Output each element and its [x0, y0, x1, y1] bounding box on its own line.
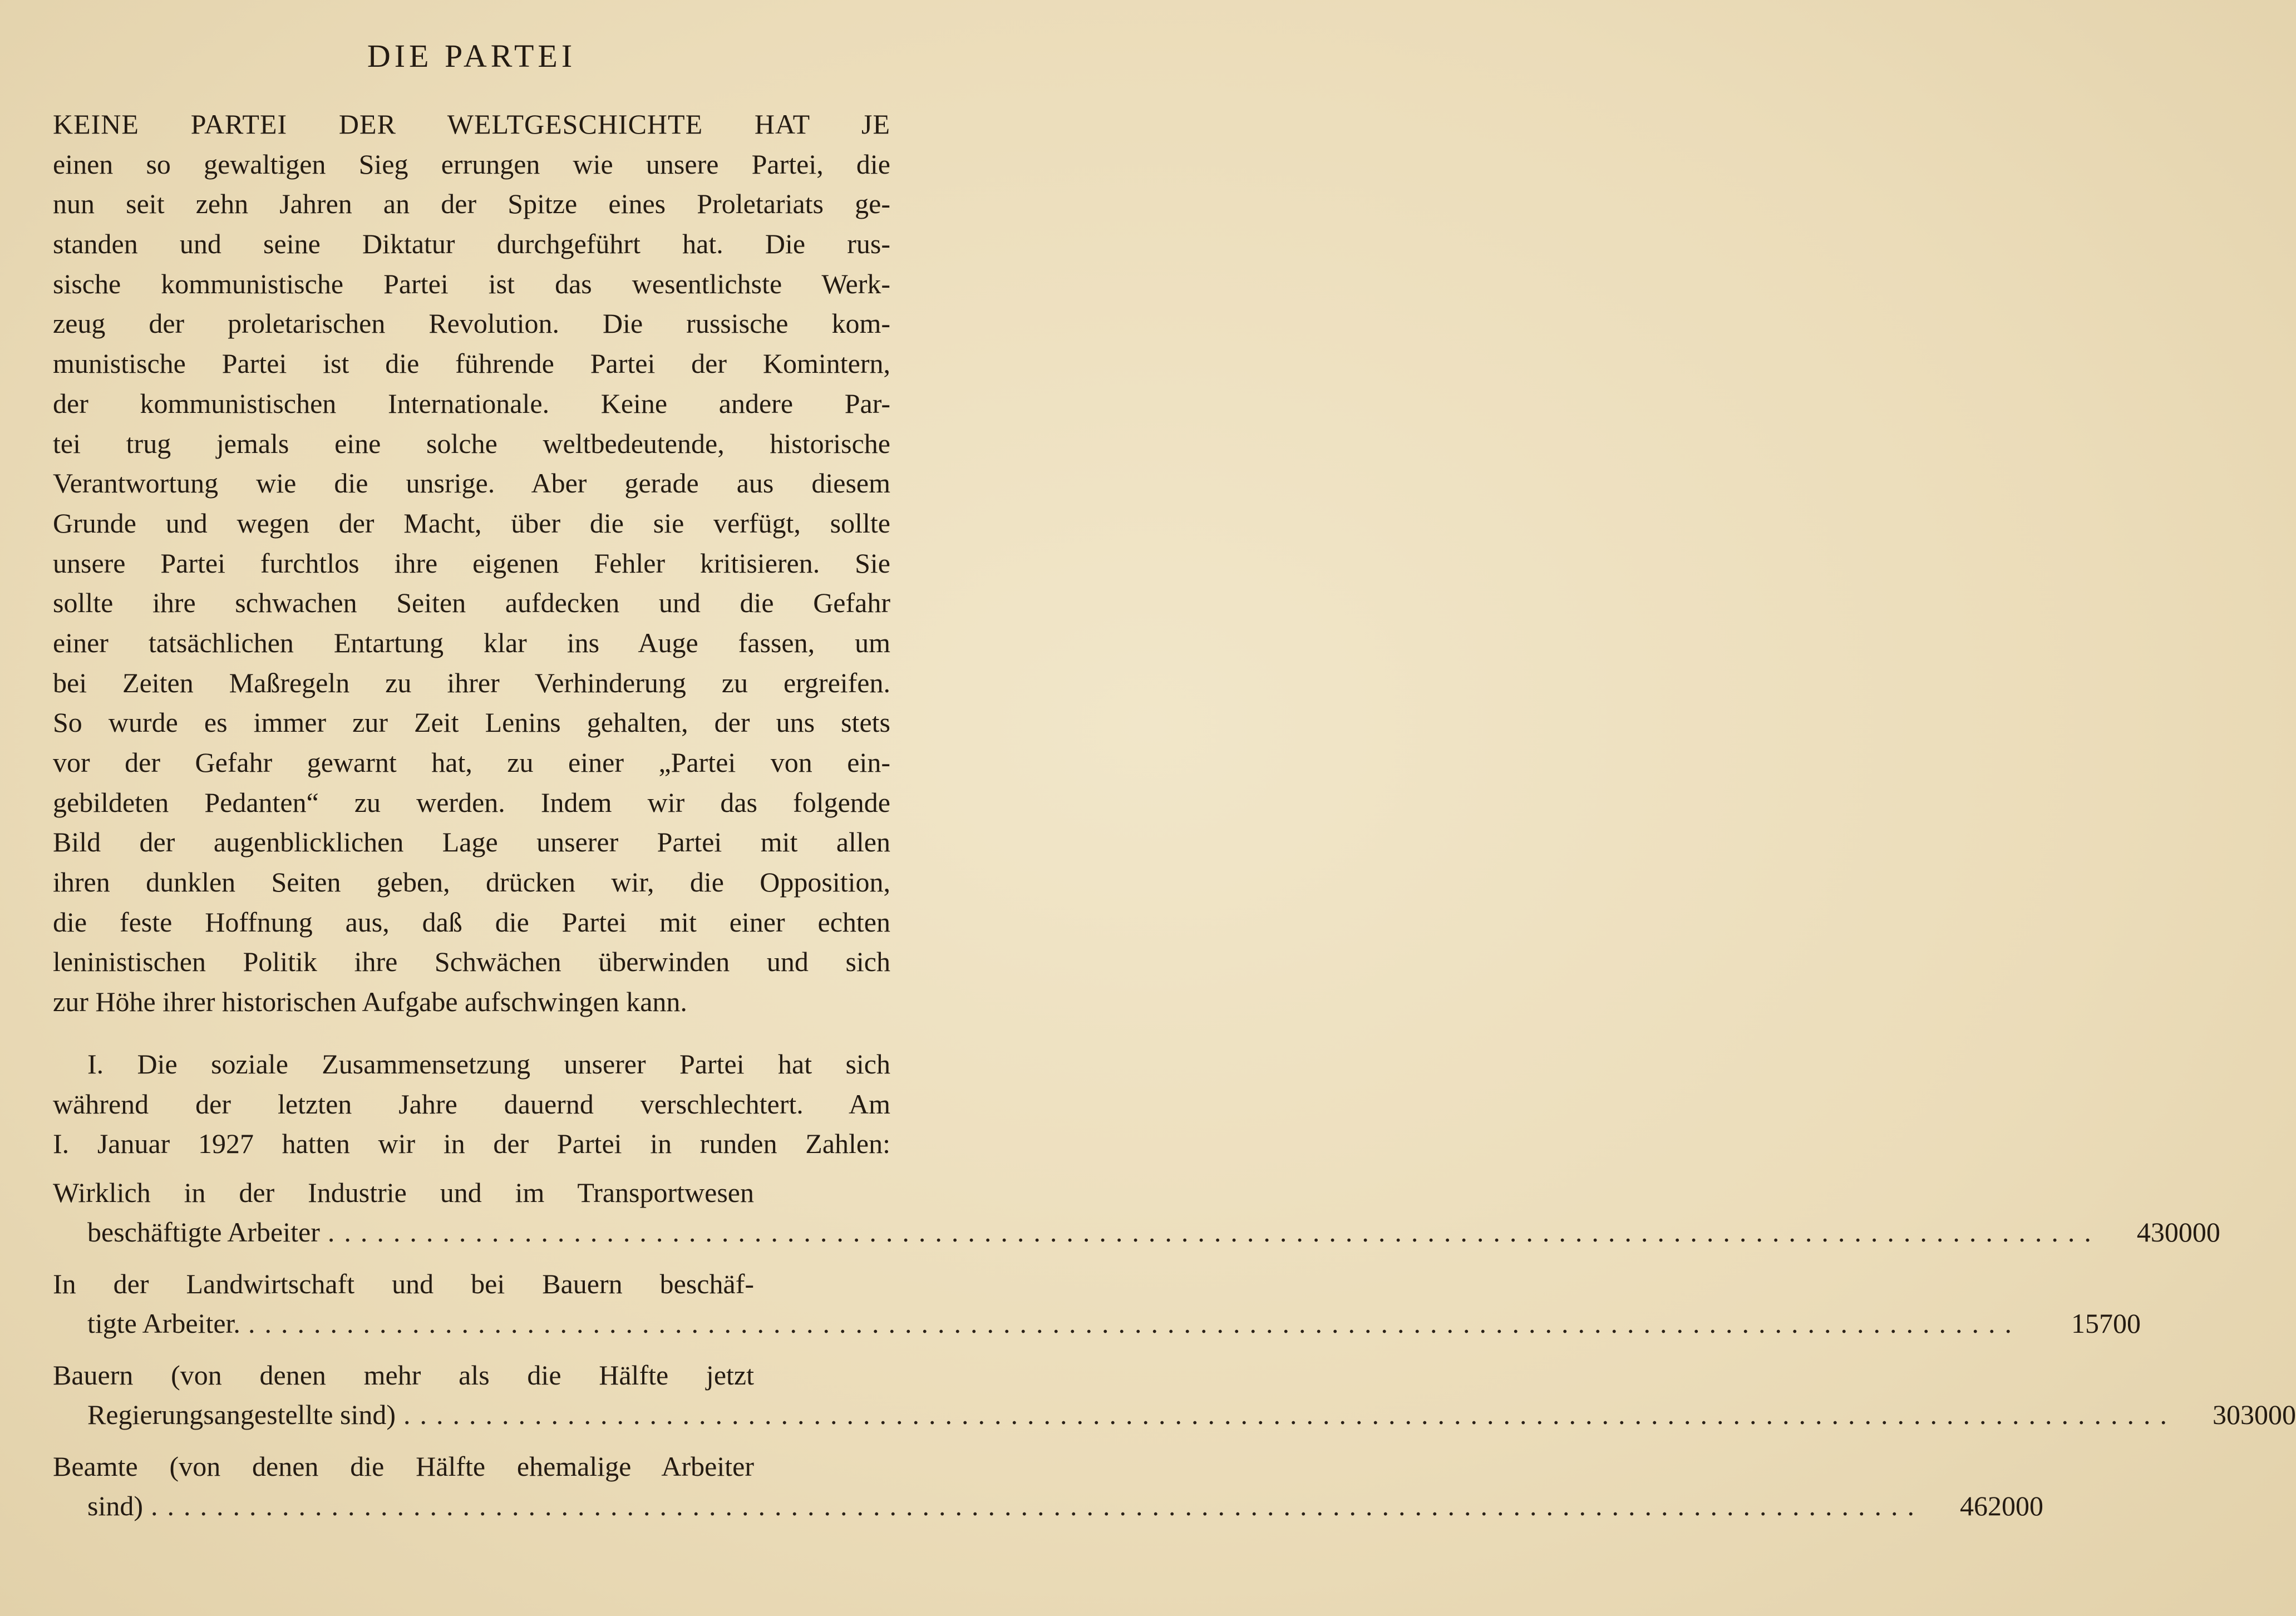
row-value: 15700 — [2071, 1308, 2141, 1339]
table-row — [53, 1447, 2043, 1526]
text-line: während der letzten Jahre dauernd verschlechtert. Am — [53, 1088, 890, 1120]
body-text — [53, 105, 890, 1164]
row-label-line2-wrap — [53, 1213, 2220, 1252]
text-line: ihren dunklen Seiten geben, drücken wir, die Opposition, — [53, 866, 890, 898]
text-line: Bild der augenblicklichen Lage unserer Partei mit allen — [53, 826, 890, 858]
paragraph-spacer — [53, 1022, 890, 1045]
row-value: 303000 — [2213, 1399, 2296, 1430]
dot-leader: ............................................................................................................ — [248, 1308, 2021, 1339]
text-line: einen so gewaltigen Sieg errungen wie unsere Partei, die — [53, 148, 890, 180]
text-line: bei Zeiten Maßregeln zu ihrer Verhinderung zu ergreifen. — [53, 667, 890, 698]
row-label-line2: sind) — [87, 1490, 143, 1521]
paragraph-section-1 — [53, 1045, 890, 1164]
text-line: zur Höhe ihrer historischen Aufgabe aufschwingen kann. — [53, 986, 687, 1018]
text-line: Verantwortung wie die unsrige. Aber gerade aus diesem — [53, 467, 890, 499]
row-value: 430000 — [2136, 1216, 2220, 1248]
text-line: I. Januar 1927 hatten wir in der Partei in runden Zahlen: — [53, 1128, 890, 1160]
row-label-line2: beschäftigte Arbeiter — [87, 1216, 320, 1248]
text-line: KEINE PARTEI DER WELTGESCHICHTE HAT JE — [53, 109, 890, 140]
text-line: nun seit zehn Jahren an der Spitze eines Proletariats ge- — [53, 188, 890, 220]
text-line: gebildeten Pedanten“ zu werden. Indem wir das folgende — [53, 786, 890, 818]
text-line: I. Die soziale Zusammensetzung unserer Partei hat sich — [87, 1048, 890, 1080]
text-line: munistische Partei ist die führende Partei der Komintern, — [53, 348, 890, 380]
table-row — [53, 1264, 2141, 1343]
row-label-line2-wrap — [53, 1395, 2296, 1435]
text-line: der kommunistischen Internationale. Keine andere Par- — [53, 387, 890, 419]
text-line: die feste Hoffnung aus, daß die Partei mit einer echten — [53, 906, 890, 938]
text-line: So wurde es immer zur Zeit Lenins gehalten, der uns stets — [53, 707, 890, 738]
text-line: unsere Partei furchtlos ihre eigenen Fehler kritisieren. Sie — [53, 547, 890, 579]
row-label-line1: Wirklich in der Industrie und im Transportwesen — [53, 1177, 754, 1208]
text-line: leninistischen Politik ihre Schwächen überwinden und sich — [53, 946, 890, 978]
text-line: sollte ihre schwachen Seiten aufdecken und die Gefahr — [53, 587, 890, 619]
dot-leader: ............................................................................................................ — [403, 1399, 2177, 1430]
paragraph-intro — [53, 105, 890, 1022]
row-label-line1: In der Landwirtschaft und bei Bauern beschäf- — [53, 1268, 754, 1299]
text-line: zeug der proletarischen Revolution. Die russische kom- — [53, 308, 890, 339]
text-line: sische kommunistische Partei ist das wesentlichste Werk- — [53, 268, 890, 299]
membership-table — [53, 1173, 2296, 1538]
row-label-line1: Bauern (von denen mehr als die Hälfte jetzt — [53, 1359, 754, 1391]
text-line: einer tatsächlichen Entartung klar ins Auge fassen, um — [53, 627, 890, 658]
text-line: Grunde und wegen der Macht, über die sie verfügt, sollte — [53, 507, 890, 539]
text-line: standen und seine Diktatur durchgeführt hat. Die rus- — [53, 228, 890, 260]
row-label-line2-wrap — [53, 1486, 2043, 1526]
text-line: tei trug jemals eine solche weltbedeutende, historische — [53, 427, 890, 459]
table-row — [53, 1356, 2296, 1435]
dot-leader: ............................................................................................................ — [327, 1216, 2101, 1248]
table-row — [53, 1173, 2220, 1252]
dot-leader: ............................................................................................................ — [151, 1490, 1924, 1521]
row-label-line2: Regierungsangestellte sind) — [87, 1399, 396, 1430]
row-label-line2-wrap — [53, 1304, 2141, 1343]
row-label-line2: tigte Arbeiter. — [87, 1308, 240, 1339]
chapter-heading: DIE PARTEI — [367, 38, 577, 74]
text-line: vor der Gefahr gewarnt hat, zu einer „Partei von ein- — [53, 747, 890, 778]
row-value: 462000 — [1960, 1490, 2043, 1521]
row-label-line1: Beamte (von denen die Hälfte ehemalige Arbeiter — [53, 1451, 754, 1482]
